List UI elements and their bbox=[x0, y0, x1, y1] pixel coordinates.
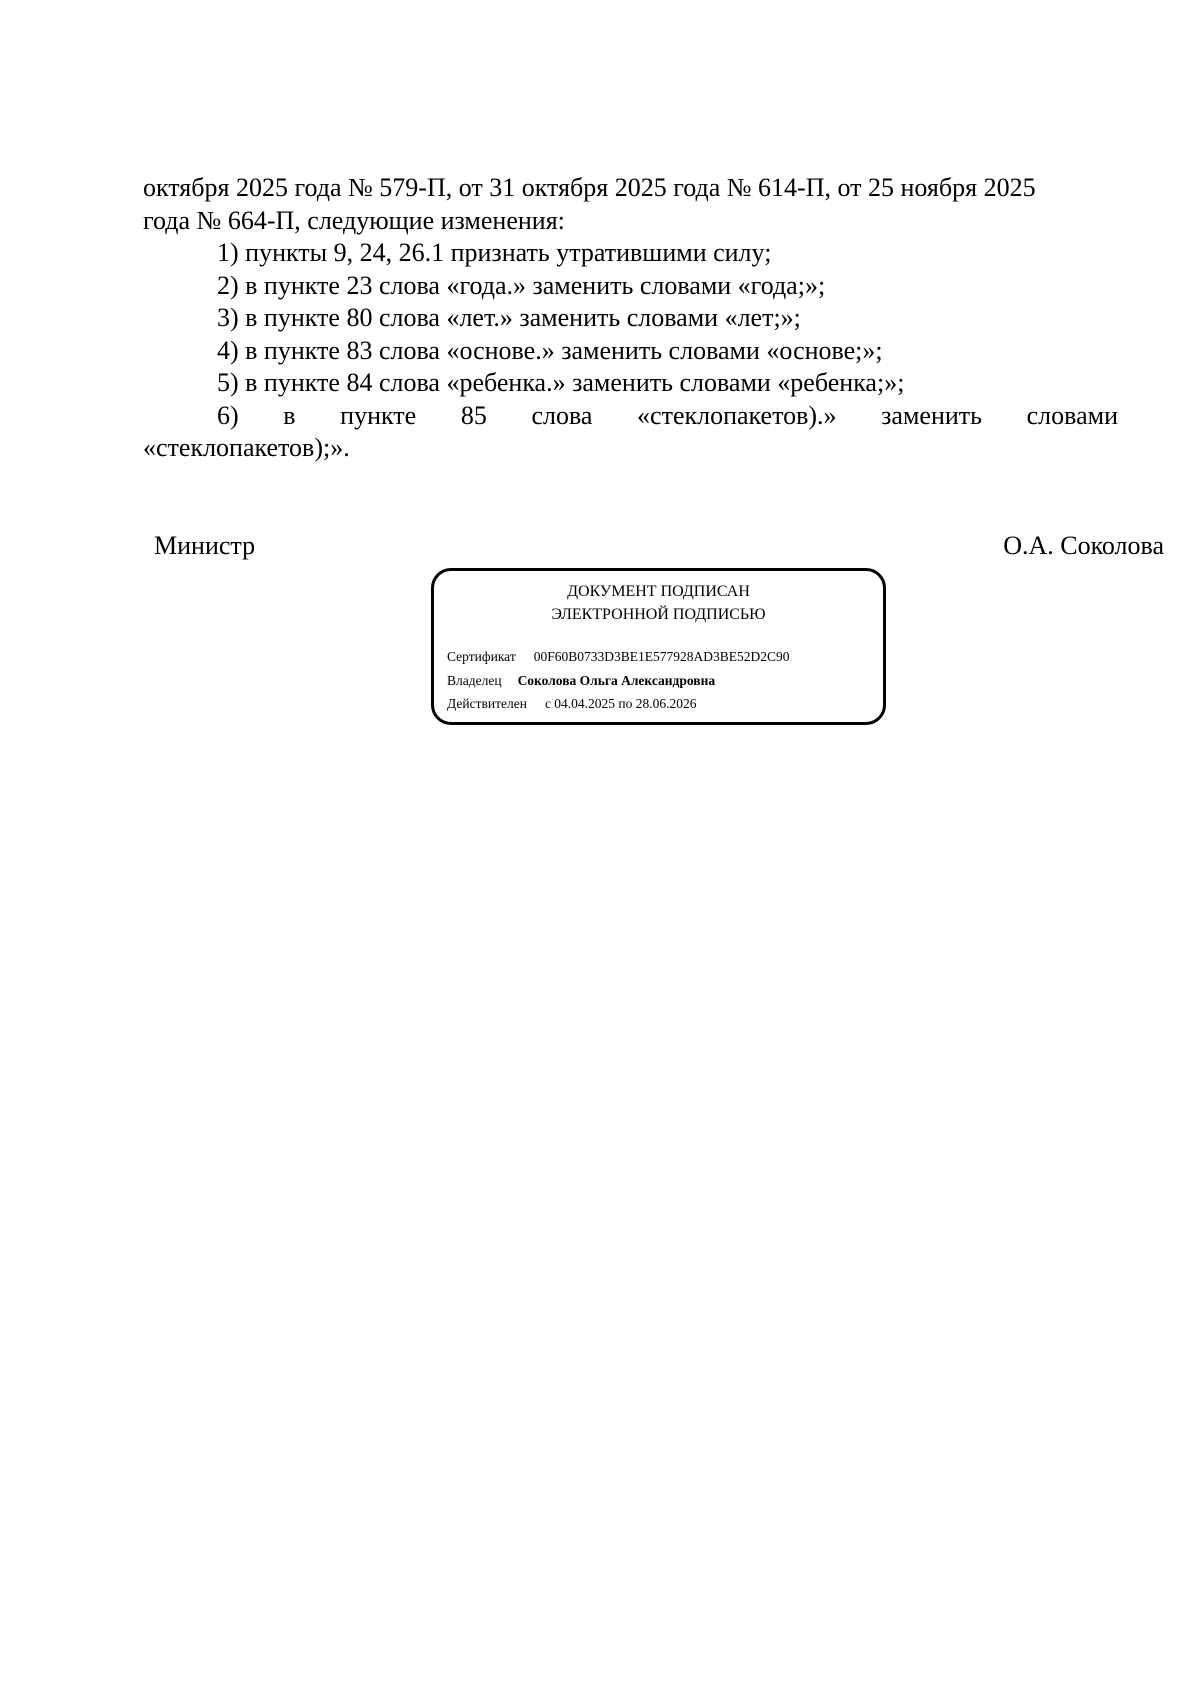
stamp-heading: ЭЛЕКТРОННОЙ ПОДПИСЬЮ bbox=[551, 606, 766, 623]
list-item: 2) в пункте 23 слова «года.» заменить словами «года;»; bbox=[217, 270, 826, 300]
signatory-title: Министр bbox=[154, 531, 256, 560]
validity-value: с 04.04.2025 по 28.06.2026 bbox=[544, 696, 697, 711]
body-line: октября 2025 года № 579-П, от 31 октября 2025 года № 614-П, от 25 ноября 2025 bbox=[143, 173, 1036, 202]
list-item: 1) пункты 9, 24, 26.1 признать утратившими силу; bbox=[217, 238, 772, 267]
list-item: 3) в пункте 80 слова «лет.» заменить словами «лет;»; bbox=[217, 303, 801, 332]
body-line: года № 664-П, следующие изменения: bbox=[143, 205, 565, 235]
document-body bbox=[143, 172, 1118, 465]
electronic-signature-stamp bbox=[431, 568, 886, 725]
list-item: 5) в пункте 84 слова «ребенка.» заменить словами «ребенка;»; bbox=[217, 368, 905, 397]
stamp-owner-row bbox=[447, 672, 715, 690]
stamp-heading: ДОКУМЕНТ ПОДПИСАН bbox=[567, 583, 750, 600]
validity-label: Действителен bbox=[447, 696, 527, 711]
certificate-label: Сертификат bbox=[447, 649, 516, 664]
stamp-validity-row bbox=[447, 695, 697, 713]
list-item: 6) в пункте 85 слова «стеклопакетов).» заменить словами bbox=[217, 400, 1118, 430]
signatory-name: О.А. Соколова bbox=[1003, 531, 1164, 560]
certificate-value: 00F60B0733D3BE1E577928AD3BE52D2C90 bbox=[533, 649, 790, 664]
owner-label: Владелец bbox=[447, 673, 502, 688]
list-item: 4) в пункте 83 слова «основе.» заменить словами «основе;»; bbox=[217, 335, 883, 365]
list-item-continuation: «стеклопакетов);». bbox=[143, 433, 350, 462]
stamp-certificate-row bbox=[447, 648, 790, 666]
owner-value: Соколова Ольга Александровна bbox=[517, 673, 716, 688]
